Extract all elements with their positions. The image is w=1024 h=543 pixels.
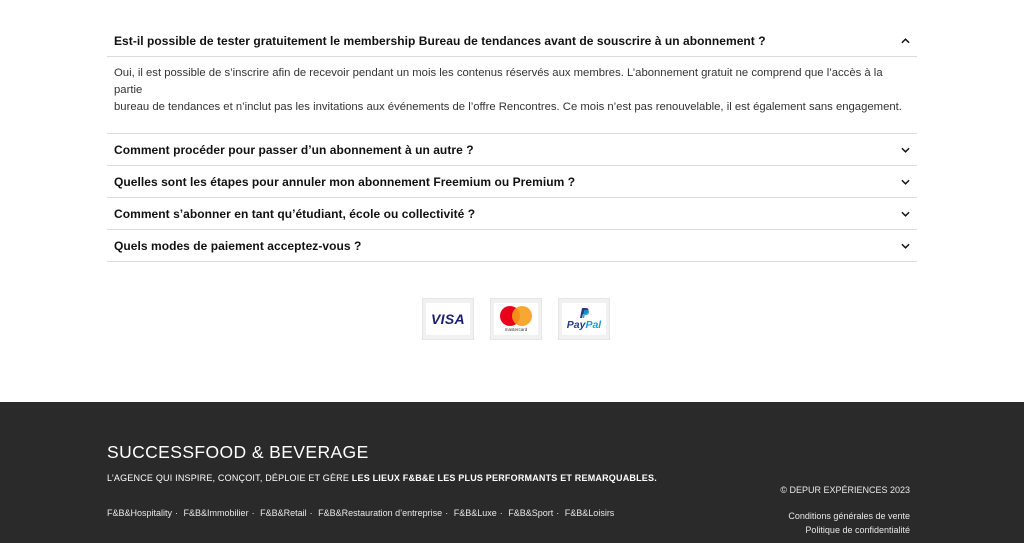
faq-item <box>107 230 917 262</box>
chevron-up-icon <box>900 36 910 46</box>
faq-item <box>107 25 917 134</box>
faq-question-toggle[interactable] <box>107 198 917 229</box>
faq-question-toggle[interactable] <box>107 25 917 57</box>
faq-item <box>107 166 917 198</box>
privacy-link[interactable]: Politique de confidentialité <box>805 525 910 535</box>
faq-question: Quelles sont les étapes pour annuler mon abonnement Freemium ou Premium ? <box>114 174 576 189</box>
mastercard-circles-icon <box>500 306 532 326</box>
faq-accordion <box>107 25 917 262</box>
terms-link[interactable]: Conditions générales de vente <box>788 511 910 521</box>
footer-link-restauration[interactable]: F&B&Restauration d’entreprise <box>318 508 443 518</box>
chevron-down-icon <box>900 145 910 155</box>
site-footer <box>0 402 1024 543</box>
faq-question-toggle[interactable] <box>107 230 917 261</box>
chevron-down-icon <box>900 209 910 219</box>
faq-question-toggle[interactable] <box>107 134 917 165</box>
faq-question-toggle[interactable] <box>107 166 917 197</box>
faq-question: Comment s’abonner en tant qu’étudiant, école ou collectivité ? <box>114 206 476 221</box>
paypal-logo <box>558 298 610 340</box>
footer-link-sport[interactable]: F&B&Sport <box>508 508 554 518</box>
faq-item <box>107 198 917 230</box>
mastercard-label: mastercard <box>504 327 528 332</box>
paypal-p-icon <box>577 307 591 319</box>
footer-link-hospitality[interactable]: F&B&Hospitality <box>107 508 173 518</box>
footer-link-retail[interactable]: F&B&Retail <box>260 508 307 518</box>
faq-item <box>107 134 917 166</box>
faq-answer-line: bureau de tendances et n’inclut pas les invitations aux événements de l’offre Rencontres. Ce mois n’est pas renouvelable, il est également sans engagement. <box>114 101 902 113</box>
faq-question: Est-il possible de tester gratuitement le membership Bureau de tendances avant de souscrire à un abonnement ? <box>114 33 766 48</box>
faq-answer-line: Oui, il est possible de s’inscrire afin de recevoir pendant un mois les contenus réservés aux membres. L’abonnement gratuit ne comprend que l’accès à la partie <box>114 67 883 96</box>
visa-logo <box>422 298 474 340</box>
chevron-down-icon <box>900 241 910 251</box>
paypal-label: PayPal <box>566 319 602 331</box>
payment-methods <box>422 298 610 340</box>
footer-brand: SUCCESSFOOD & BEVERAGE <box>107 442 369 462</box>
footer-tagline: L’AGENCE QUI INSPIRE, CONÇOIT, DÉPLOIE ET GÈRE LES LIEUX F&B&E LES PLUS PERFORMANTS ET REMARQUABLES. <box>107 473 657 483</box>
footer-link-luxe[interactable]: F&B&Luxe <box>453 508 497 518</box>
faq-question: Comment procéder pour passer d’un abonnement à un autre ? <box>114 142 474 157</box>
footer-links: F&B&Hospitality · F&B&Immobilier · F&B&Retail · F&B&Restauration d’entreprise · F&B&Luxe · F&B&Sport · F&B&Loisirs <box>107 508 615 518</box>
faq-question: Quels modes de paiement acceptez-vous ? <box>114 238 362 253</box>
footer-link-loisirs[interactable]: F&B&Loisirs <box>564 508 615 518</box>
visa-label: VISA <box>431 311 465 327</box>
faq-answer <box>107 57 917 133</box>
chevron-down-icon <box>900 177 910 187</box>
footer-copyright: © DEPUR EXPÉRIENCES 2023 <box>780 485 910 495</box>
footer-legal <box>788 509 910 537</box>
mastercard-logo <box>490 298 542 340</box>
footer-link-immobilier[interactable]: F&B&Immobilier <box>183 508 249 518</box>
